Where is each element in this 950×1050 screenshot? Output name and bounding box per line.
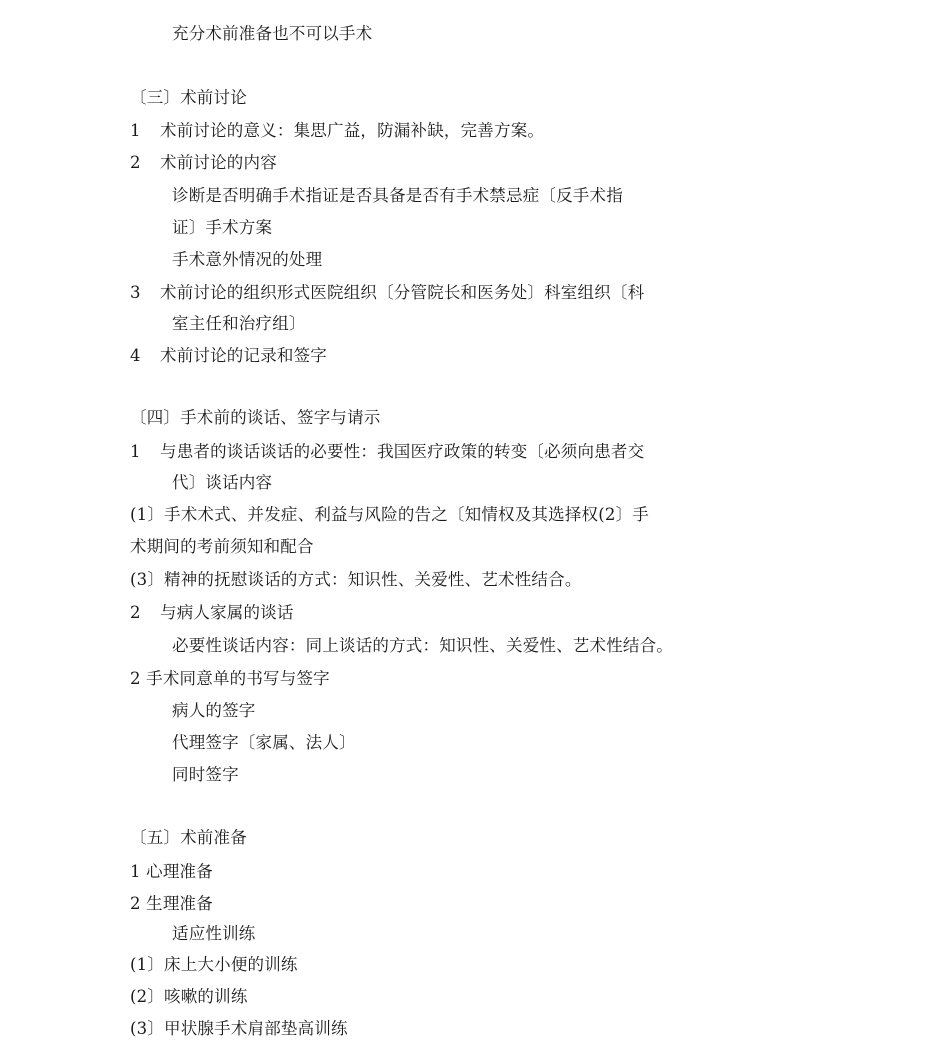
text-line: 适应性训练 (172, 924, 256, 943)
numbered-item: 1 术前讨论的意义：集思广益，防漏补缺，完善方案。 (130, 121, 545, 140)
text-line: 代理签字〔家属、法人〕 (172, 733, 356, 752)
text-line: (3〕甲状腺手术肩部垫高训练 (130, 1019, 348, 1038)
numbered-item: 1 与患者的谈话谈话的必要性：我国医疗政策的转变〔必须向患者交 (130, 442, 645, 461)
section-heading: 〔四〕手术前的谈话、签字与请示 (130, 408, 381, 427)
numbered-item: 4 术前讨论的记录和签字 (130, 346, 327, 365)
text-line: 2 手术同意单的书写与签字 (130, 669, 330, 688)
text-line: (2〕咳嗽的训练 (130, 987, 248, 1006)
numbered-item: 3 术前讨论的组织形式医院组织〔分管院长和医务处〕科室组织〔科 (130, 283, 645, 302)
text-line: 室主任和治疗组〕 (172, 314, 306, 333)
text-line: (3〕精神的抚慰谈话的方式：知识性、关爱性、艺术性结合。 (130, 570, 582, 589)
text-line: 必要性谈话内容：同上谈话的方式：知识性、关爱性、艺术性结合。 (172, 636, 673, 655)
text-line: 诊断是否明确手术指证是否具备是否有手术禁忌症〔反手术指 (172, 186, 623, 205)
text-line: 术期间的考前须知和配合 (130, 537, 314, 556)
text-line: 1 心理准备 (130, 862, 213, 881)
text-line: 手术意外情况的处理 (172, 250, 323, 269)
text-line: 代〕谈话内容 (172, 473, 273, 492)
text-line: (1〕手术术式、并发症、利益与风险的告之〔知情权及其选择权(2〕手 (130, 505, 649, 524)
section-heading: 〔五〕术前准备 (130, 828, 247, 847)
text-line: 病人的签字 (172, 701, 256, 720)
text-line: 2 生理准备 (130, 894, 213, 913)
text-line: 充分术前准备也不可以手术 (172, 24, 373, 43)
text-line: 证〕手术方案 (172, 218, 273, 237)
text-line: 同时签字 (172, 765, 239, 784)
numbered-item: 2 与病人家属的谈话 (130, 603, 294, 622)
text-line: (1〕床上大小便的训练 (130, 955, 298, 974)
numbered-item: 2 术前讨论的内容 (130, 153, 277, 172)
section-heading: 〔三〕术前讨论 (130, 88, 247, 107)
